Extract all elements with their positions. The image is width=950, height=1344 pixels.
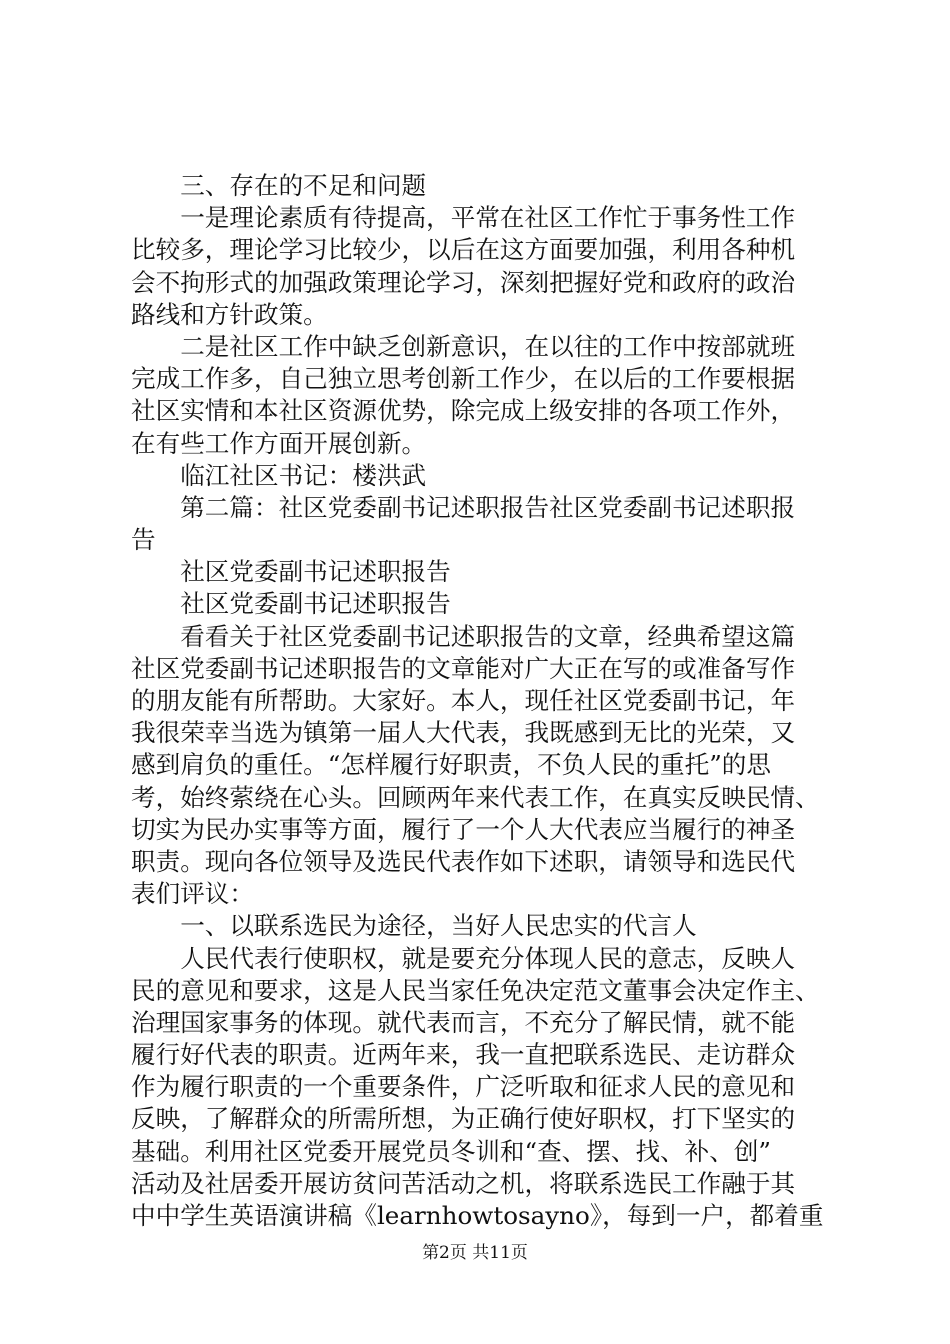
text-line: 表们评议： (131, 879, 254, 909)
text-line: 反映，了解群众的所需所想，为正确行使好职权，打下坚实的 (131, 1104, 796, 1134)
text-line: 中中学生英语演讲稿《learnhowtosayno》，每到一户，都着重 (131, 1201, 824, 1230)
text-line: 社区党委副书记述职报告的文章能对广大正在写的或准备写作 (131, 653, 796, 683)
text-line: 切实为民办实事等方面，履行了一个人大代表应当履行的神圣 (131, 814, 796, 844)
text-line: 比较多，理论学习比较少，以后在这方面要加强，利用各种机 (131, 235, 796, 265)
text-line: 一、以联系选民为途径，当好人民忠实的代言人 (131, 911, 697, 941)
text-line: 会不拘形式的加强政策理论学习，深刻把握好党和政府的政治 (131, 267, 796, 297)
text-line: 完成工作多，自己独立思考创新工作少，在以后的工作要根据 (131, 364, 796, 394)
text-line: 三、存在的不足和问题 (131, 171, 427, 200)
text-line: 的朋友能有所帮助。大家好。本人，现任社区党委副书记，年 (131, 686, 796, 715)
text-line: 第二篇：社区党委副书记述职报告社区党委副书记述职报 (131, 492, 796, 522)
text-line: 作为履行职责的一个重要条件，广泛听取和征求人民的意见和 (131, 1072, 796, 1102)
text-line: 履行好代表的职责。近两年来，我一直把联系选民、走访群众 (131, 1040, 796, 1070)
text-line: 看看关于社区党委副书记述职报告的文章，经典希望这篇 (131, 621, 796, 651)
text-line: 路线和方针政策。 (131, 299, 328, 329)
text-line: 在有些工作方面开展创新。 (131, 428, 427, 458)
text-line: 活动及社居委开展访贫问苦活动之机，将联系选民工作融于其 (131, 1168, 796, 1198)
text-line: 基础。利用社区党委开展党员冬训和“查、摆、找、补、创” (131, 1136, 771, 1166)
text-line: 二是社区工作中缺乏创新意识，在以往的工作中按部就班 (131, 331, 796, 361)
document-body (131, 170, 831, 1232)
text-line: 临江社区书记：楼洪武 (131, 460, 427, 490)
text-line: 社区实情和本社区资源优势，除完成上级安排的各项工作外， (131, 396, 796, 426)
text-line: 一是理论素质有待提高，平常在社区工作忙于事务性工作 (131, 203, 796, 233)
text-line: 民的意见和要求，这是人民当家任免决定范文董事会决定作主、 (131, 975, 820, 1005)
text-line: 治理国家事务的体现。就代表而言，不充分了解民情，就不能 (131, 1007, 796, 1037)
text-line: 我很荣幸当选为镇第一届人大代表，我既感到无比的光荣，又 (131, 718, 796, 748)
text-line: 考，始终萦绕在心头。回顾两年来代表工作，在真实反映民情、 (131, 782, 820, 812)
text-line: 社区党委副书记述职报告 (131, 589, 451, 619)
text-line: 职责。现向各位领导及选民代表作如下述职，请领导和选民代 (131, 846, 796, 876)
text-line: 感到肩负的重任。“怎样履行好职责，不负人民的重托”的思 (131, 750, 771, 780)
page-number-footer: 第2页 共11页 (422, 1243, 528, 1263)
text-line: 告 (131, 525, 156, 555)
text-line: 人民代表行使职权，就是要充分体现人民的意志，反映人 (131, 943, 796, 973)
text-line: 社区党委副书记述职报告 (131, 557, 451, 587)
